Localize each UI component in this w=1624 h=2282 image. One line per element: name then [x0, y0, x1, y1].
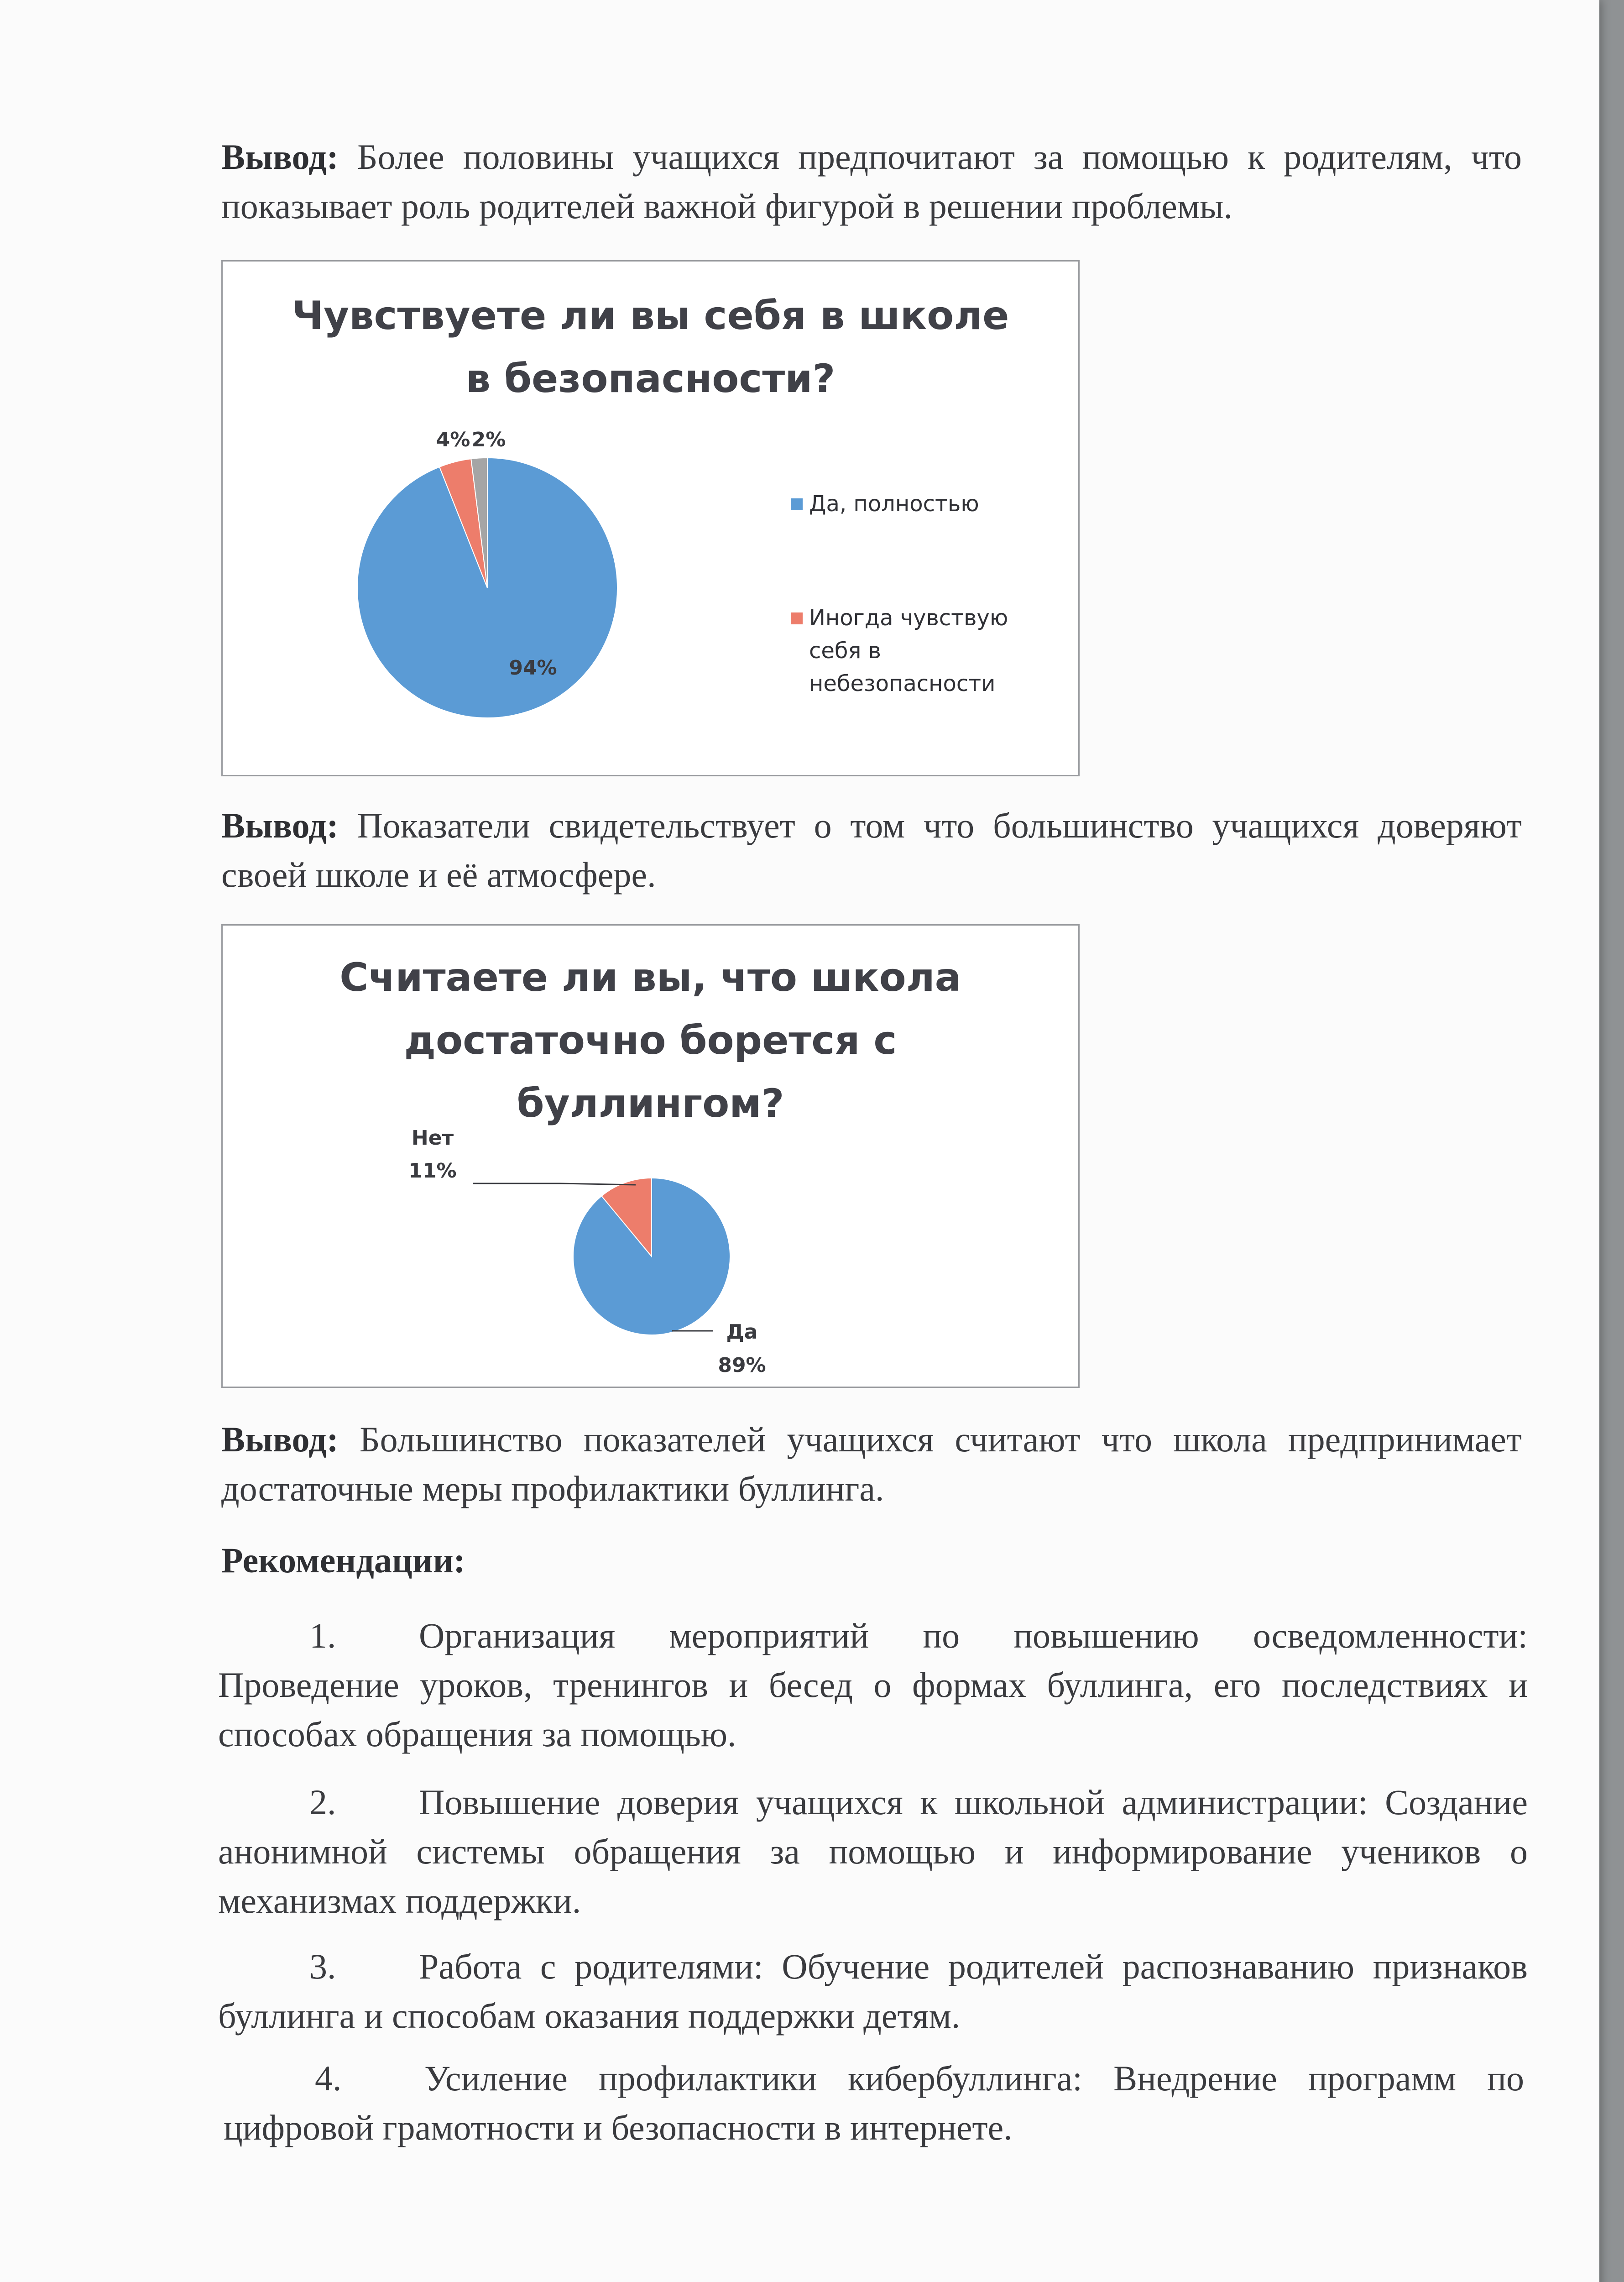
- conclusion-text: Более половины учащихся предпочитают за помощью к родителям, что показывает роль родителей важной фигурой в решении проблемы.: [221, 137, 1522, 226]
- leader-line: [473, 1183, 636, 1185]
- category-label: Нет: [411, 1126, 454, 1150]
- recommendation-item: [224, 2054, 1524, 2152]
- legend-label: Иногда чувствую: [809, 605, 1008, 631]
- chart-title-line: Чувствуете ли вы себя в школе: [292, 293, 1009, 339]
- recommendation-number: 2.: [309, 1782, 336, 1822]
- recommendations-heading: Рекомендации:: [221, 1540, 465, 1580]
- conclusion-paragraph-1: [221, 132, 1522, 231]
- recommendation-text: Повышение доверия учащихся к школьной администрации: Создание анонимной системы обращения за помощью и информирование учеников о механизмах поддержки.: [218, 1782, 1528, 1921]
- pie-chart-safety: [221, 260, 1080, 776]
- chart-title-line: в безопасности?: [465, 356, 835, 402]
- legend-label: небезопасности: [809, 671, 996, 696]
- legend-item: [791, 602, 1008, 700]
- data-label: 2%: [471, 428, 506, 451]
- recommendation-item: [218, 1778, 1528, 1926]
- conclusion-label: Вывод:: [221, 137, 339, 177]
- category-label: Да: [726, 1320, 758, 1344]
- pie-plot-area: [223, 926, 1078, 1387]
- conclusion-paragraph-2: [221, 801, 1522, 900]
- recommendation-item: [218, 1611, 1528, 1759]
- conclusion-label: Вывод:: [221, 806, 339, 845]
- recommendation-item: [218, 1942, 1528, 2041]
- legend-label: Да, полностью: [809, 491, 979, 517]
- recommendation-number: 1.: [309, 1616, 336, 1655]
- data-label: 4%: [436, 428, 470, 451]
- legend-swatch: [791, 612, 803, 624]
- recommendation-number: 3.: [309, 1947, 336, 1986]
- chart-title-line: буллингом?: [517, 1081, 784, 1126]
- conclusion-paragraph-3: [221, 1415, 1522, 1513]
- chart-title-line: достаточно борется с: [404, 1018, 897, 1063]
- recommendation-text: Работа с родителями: Обучение родителей распознаванию признаков буллинга и способам оказания поддержки детям.: [218, 1947, 1528, 2036]
- conclusion-text: Большинство показателей учащихся считают что школа предпринимает достаточные меры профилактики буллинга.: [221, 1419, 1522, 1508]
- data-label: 11%: [408, 1159, 457, 1183]
- recommendation-text: Усиление профилактики кибербуллинга: Внедрение программ по цифровой грамотности и безопасности в интернете.: [224, 2058, 1524, 2147]
- legend-item: [791, 487, 979, 520]
- pie-chart-bullying: [221, 924, 1080, 1388]
- data-label: 94%: [509, 656, 557, 680]
- recommendation-text: Организация мероприятий по повышению осведомленности: Проведение уроков, тренингов и бесед о формах буллинга, его последствиях и способах обращения за помощью.: [218, 1616, 1528, 1754]
- conclusion-text: Показатели свидетельствует о том что большинство учащихся доверяют своей школе и её атмосфере.: [221, 806, 1522, 895]
- recommendation-number: 4.: [315, 2058, 342, 2098]
- chart-title-line: Считаете ли вы, что школа: [339, 955, 961, 1000]
- data-label: 89%: [718, 1354, 766, 1377]
- legend-label: себя в: [809, 638, 881, 664]
- legend-swatch: [791, 498, 803, 510]
- conclusion-label: Вывод:: [221, 1419, 339, 1459]
